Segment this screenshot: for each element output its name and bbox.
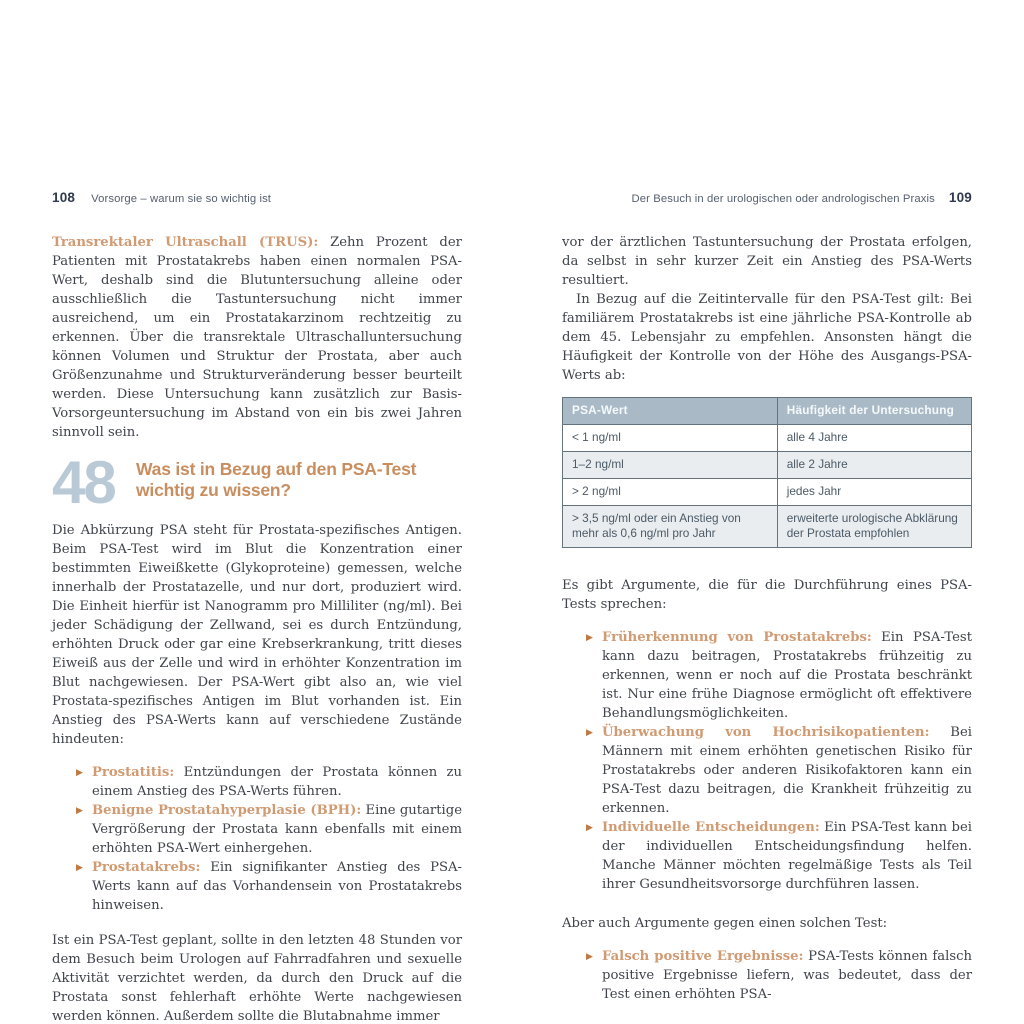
- table-row: [563, 425, 972, 452]
- bullet-triangle-icon: ▶: [76, 863, 83, 873]
- paragraph-lead-trus: Transrektaler Ultraschall (TRUS):: [52, 235, 319, 250]
- table-cell: jedes Jahr: [777, 479, 971, 506]
- list-item: [562, 947, 972, 1004]
- chapter-number: 48: [52, 449, 115, 516]
- bullet-label: Überwachung von Hochrisikopatienten:: [602, 725, 930, 740]
- paragraph-psa-definition: Die Abkürzung PSA steht für Prostata-spezifisches Antigen. Beim PSA-Test wird im Blut die Konzentration einer bestimmten Eiweißkette (Glykoproteine) gemessen, welche innerhalb der Prostatazelle, und nur dort, produziert wird. Die Einheit hierfür ist Nanogramm pro Milliliter (ng/ml). Bei jeder Schädigung der Zellwand, sei es durch Entzündung, erhöhten Druck oder gar eine Krebserkrankung, tritt dieses Eiweiß aus der Zelle und wird in erhöhter Konzentration im Blut nachgewiesen. Der PSA-Wert gibt also an, wie viel Prostata-spezifisches Antigen im Blut vorhanden ist. Ein Anstieg des PSA-Werts kann auf verschiedene Zustände hindeuten:: [52, 523, 462, 747]
- table-row: [563, 452, 972, 479]
- left-running-header: [52, 190, 271, 208]
- bullet-triangle-icon: ▶: [586, 728, 593, 738]
- bullet-label: Individuelle Entscheidungen:: [602, 820, 820, 835]
- bullet-list-psa-causes: [52, 763, 462, 915]
- paragraph-intervals: In Bezug auf die Zeitintervalle für den PSA-Test gilt: Bei familiärem Prostatakrebs ist eine jährliche PSA-Kontrolle ab dem 45. Lebensjahr zu empfehlen. Ansonsten hängt die Häufigkeit der Kontrolle von der Höhe des Ausgangs-PSA-Werts ab:: [562, 292, 972, 383]
- bullet-text: Eine gutartige Vergrößerung der Prostata kann ebenfalls mit einem erhöhten PSA-Wert einhergehen.: [92, 803, 462, 856]
- bullet-label: Früherkennung von Prostatakrebs:: [602, 630, 872, 645]
- bullet-triangle-icon: ▶: [586, 823, 593, 833]
- table-cell: erweiterte urologische Abklärung der Prostata empfohlen: [777, 506, 971, 548]
- right-running-header: [632, 190, 972, 208]
- list-item: [52, 763, 462, 801]
- bullet-label: Prostatitis:: [92, 765, 175, 780]
- chapter-title: Was ist in Bezug auf den PSA-Test wichtig zu wissen?: [136, 459, 417, 500]
- psa-interval-table: [562, 397, 972, 548]
- table-cell: > 3,5 ng/ml oder ein Anstieg von mehr als 0,6 ng/ml pro Jahr: [563, 506, 778, 548]
- bullet-list-pro-arguments: [562, 628, 972, 894]
- left-page-column: [52, 233, 462, 1024]
- bullet-label: Falsch positive Ergebnisse:: [602, 949, 804, 964]
- table-cell: 1–2 ng/ml: [563, 452, 778, 479]
- table-cell: alle 2 Jahre: [777, 452, 971, 479]
- list-item: [52, 858, 462, 915]
- bullet-triangle-icon: ▶: [586, 952, 593, 962]
- bullet-text: Bei Männern mit einem erhöhten genetischen Risiko für Prostatakrebs oder anderen Risikofaktoren kann ein PSA-Test dazu beitragen, die Krankheit frühzeitig zu erkennen.: [602, 725, 972, 816]
- bullet-label: Benigne Prostatahyperplasie (BPH):: [92, 803, 362, 818]
- table-cell: > 2 ng/ml: [563, 479, 778, 506]
- bullet-label: Prostatakrebs:: [92, 860, 201, 875]
- paragraph-psa-test-preparation: Ist ein PSA-Test geplant, sollte in den letzten 48 Stunden vor dem Besuch beim Urologen auf Fahrradfahren und sexuelle Aktivität verzichtet werden, da durch den Druck auf die Prostata sonst fehlerhaft erhöhte Werte nachgewiesen werden können. Außerdem sollte die Blutabnahme immer: [52, 933, 462, 1024]
- paragraph-text: Zehn Prozent der Patienten mit Prostatakrebs haben einen normalen PSA-Wert, deshalb sind die Blutuntersuchung alleine oder ausschließlich die Tastuntersuchung nicht immer ausreichend, um ein Prostatakarzinom rechtzeitig zu erkennen. Über die transrektale Ultraschalluntersuchung können Volumen und Struktur der Prostata, aber auch Größenzunahme und Strukturveränderung besser beurteilt werden. Diese Untersuchung kann zusätzlich zur Basis-Vorsorgeuntersuchung im Abstand von ein bis zwei Jahren sinnvoll sein.: [52, 235, 462, 440]
- table-cell: alle 4 Jahre: [777, 425, 971, 452]
- right-page-column: [562, 233, 972, 1020]
- bullet-text: Ein PSA-Test kann bei der individuellen Entscheidungsfindung helfen. Manche Männer möchten regelmäßige Tests als Teil ihrer Gesundheitsvorsorge durchführen lassen.: [602, 820, 973, 892]
- paragraph-pro-arguments-intro: Es gibt Argumente, die für die Durchführung eines PSA-Tests sprechen:: [562, 578, 972, 612]
- bullet-text: Ein signifikanter Anstieg des PSA-Werts kann auf das Vorhandensein von Prostatakrebs hinweisen.: [92, 860, 462, 913]
- right-page-number: 109: [948, 190, 972, 205]
- table-header-psa-wert: PSA-Wert: [563, 398, 778, 425]
- paragraph-trus: [52, 233, 462, 442]
- list-item: [52, 801, 462, 858]
- table-row: [563, 479, 972, 506]
- bullet-triangle-icon: ▶: [76, 806, 83, 816]
- table-row: [563, 506, 972, 548]
- bullet-text: PSA-Tests können falsch positive Ergebnisse liefern, was bedeutet, dass der Test einen erhöhten PSA-: [602, 949, 972, 1002]
- bullet-text: Ein PSA-Test kann dazu beitragen, Prostatakrebs frühzeitig zu erkennen, wenn er noch auf die Prostata beschränkt ist. Nur eine frühe Diagnose ermöglicht oft effektivere Behandlungsmöglichkeiten.: [602, 630, 972, 721]
- bullet-triangle-icon: ▶: [586, 633, 593, 643]
- left-page-number: 108: [52, 190, 76, 205]
- bullet-triangle-icon: ▶: [76, 768, 83, 778]
- right-running-title: Der Besuch in der urologischen oder andrologischen Praxis: [631, 193, 935, 205]
- bullet-text: Entzündungen der Prostata können zu einem Anstieg des PSA-Werts führen.: [92, 765, 462, 799]
- list-item: [562, 628, 972, 723]
- left-running-title: Vorsorge – warum sie so wichtig ist: [91, 193, 272, 205]
- table-header-haeufigkeit: Häufigkeit der Untersuchung: [777, 398, 971, 425]
- table-cell: < 1 ng/ml: [563, 425, 778, 452]
- table-header-row: [563, 398, 972, 425]
- paragraph-contra-arguments-intro: Aber auch Argumente gegen einen solchen Test:: [562, 916, 888, 931]
- paragraph-continuation: vor der ärztlichen Tastuntersuchung der Prostata erfolgen, da selbst in sehr kurzer Zeit ein Anstieg des PSA-Werts resultiert.: [562, 235, 972, 288]
- chapter-heading: [52, 449, 462, 516]
- list-item: [562, 723, 972, 818]
- list-item: [562, 818, 972, 894]
- bullet-list-contra-arguments: [562, 947, 972, 1004]
